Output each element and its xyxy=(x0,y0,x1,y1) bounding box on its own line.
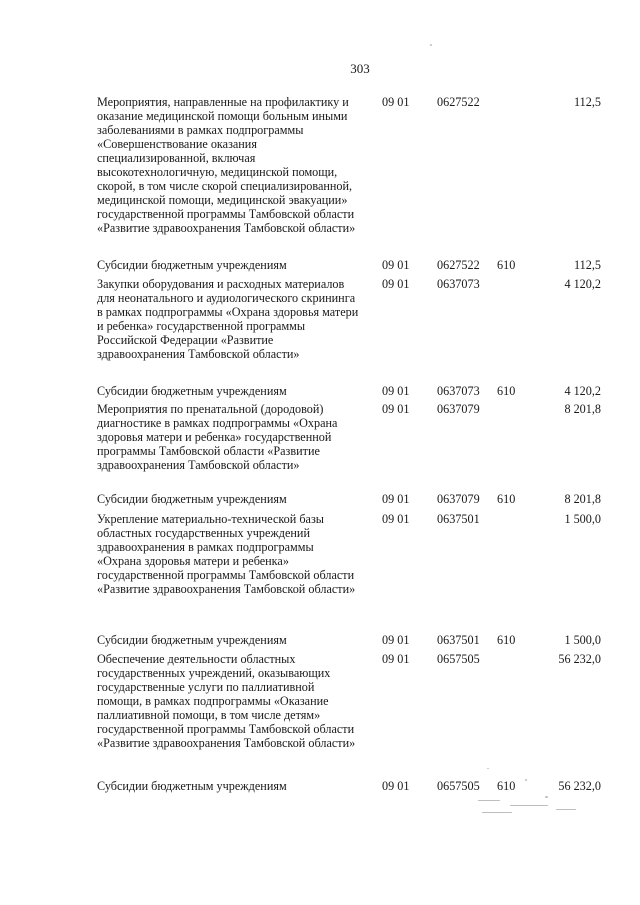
row-expense-type: 610 xyxy=(497,492,516,506)
row-amount: 56 232,0 xyxy=(558,779,601,793)
row-expense-type: 610 xyxy=(497,258,516,272)
row-amount: 1 500,0 xyxy=(564,633,601,647)
row-section-code: 09 01 xyxy=(382,402,410,416)
scan-speck xyxy=(510,805,548,806)
table-row xyxy=(0,277,640,384)
table-row xyxy=(0,95,640,258)
row-amount: 8 201,8 xyxy=(564,402,601,416)
table-row xyxy=(0,633,640,652)
row-amount: 8 201,8 xyxy=(564,492,601,506)
scan-speck xyxy=(487,768,489,769)
row-target-code: 0637073 xyxy=(437,384,480,398)
row-section-code: 09 01 xyxy=(382,652,410,666)
row-description: Мероприятия по пренатальной (дородовой) диагностике в рамках подпрограммы «Охрана здоровья матери и ребенка» государственной программы Тамбовской области «Развитие здравоохранения Тамбовской области» xyxy=(97,402,338,472)
row-description: Субсидии бюджетным учреждениям xyxy=(97,258,287,272)
row-target-code: 0637079 xyxy=(437,402,480,416)
table-row xyxy=(0,779,640,799)
row-target-code: 0627522 xyxy=(437,95,480,109)
table-row xyxy=(0,492,640,512)
row-amount: 4 120,2 xyxy=(564,384,601,398)
scan-speck xyxy=(478,800,500,801)
row-amount: 4 120,2 xyxy=(564,277,601,291)
row-target-code: 0627522 xyxy=(437,258,480,272)
row-target-code: 0637079 xyxy=(437,492,480,506)
row-expense-type: 610 xyxy=(497,779,516,793)
row-target-code: 0637501 xyxy=(437,512,480,526)
table-row xyxy=(0,384,640,402)
table-row xyxy=(0,258,640,277)
row-section-code: 09 01 xyxy=(382,277,410,291)
row-description: Субсидии бюджетным учреждениям xyxy=(97,633,287,647)
scan-speck xyxy=(525,779,527,781)
scan-speck xyxy=(556,809,576,810)
table-row xyxy=(0,652,640,779)
row-description: Субсидии бюджетным учреждениям xyxy=(97,779,287,793)
row-section-code: 09 01 xyxy=(382,384,410,398)
row-expense-type: 610 xyxy=(497,384,516,398)
row-description: Субсидии бюджетным учреждениям xyxy=(97,492,287,506)
row-description: Мероприятия, направленные на профилактику и оказание медицинской помощи больным иными заболеваниями в рамках подпрограммы «Совершенствование оказания специализированной, включая высокотехнологичную, медицинской помощи, скорой, в том числе скорой специализированной, медицинской помощи, медицинской эвакуации» государственной программы Тамбовской области «Развитие здравоохранения Тамбовской области» xyxy=(97,95,356,235)
row-target-code: 0657505 xyxy=(437,652,480,666)
row-section-code: 09 01 xyxy=(382,492,410,506)
budget-table xyxy=(0,95,640,799)
row-section-code: 09 01 xyxy=(382,633,410,647)
row-target-code: 0637501 xyxy=(437,633,480,647)
scan-speck xyxy=(482,812,512,813)
row-amount: 1 500,0 xyxy=(564,512,601,526)
row-amount: 112,5 xyxy=(574,95,601,109)
row-section-code: 09 01 xyxy=(382,258,410,272)
row-section-code: 09 01 xyxy=(382,95,410,109)
page-number: 303 xyxy=(350,61,370,76)
scan-speck xyxy=(545,796,548,798)
row-description: Укрепление материально-технической базы областных государственных учреждений здравоохранения в рамках подпрограммы «Охрана здоровья матери и ребенка» государственной программы Тамбовской области «Развитие здравоохранения Тамбовской области» xyxy=(97,512,356,596)
row-amount: 56 232,0 xyxy=(558,652,601,666)
row-section-code: 09 01 xyxy=(382,512,410,526)
row-expense-type: 610 xyxy=(497,633,516,647)
row-description: Обеспечение деятельности областных государственных учреждений, оказывающих государственные услуги по паллиативной помощи, в рамках подпрограммы «Оказание паллиативной помощи, в том числе детям» государственной программы Тамбовской области «Развитие здравоохранения Тамбовской области» xyxy=(97,652,356,750)
table-row xyxy=(0,512,640,633)
row-description: Закупки оборудования и расходных материалов для неонатального и аудиологического скрининга в рамках подпрограммы «Охрана здоровья матери и ребенка» государственной программы Российской Федерации «Развитие здравоохранения Тамбовской области» xyxy=(97,277,359,361)
table-row xyxy=(0,402,640,492)
row-target-code: 0657505 xyxy=(437,779,480,793)
row-section-code: 09 01 xyxy=(382,779,410,793)
row-amount: 112,5 xyxy=(574,258,601,272)
row-description: Субсидии бюджетным учреждениям xyxy=(97,384,287,398)
row-target-code: 0637073 xyxy=(437,277,480,291)
scan-speck xyxy=(430,44,432,46)
